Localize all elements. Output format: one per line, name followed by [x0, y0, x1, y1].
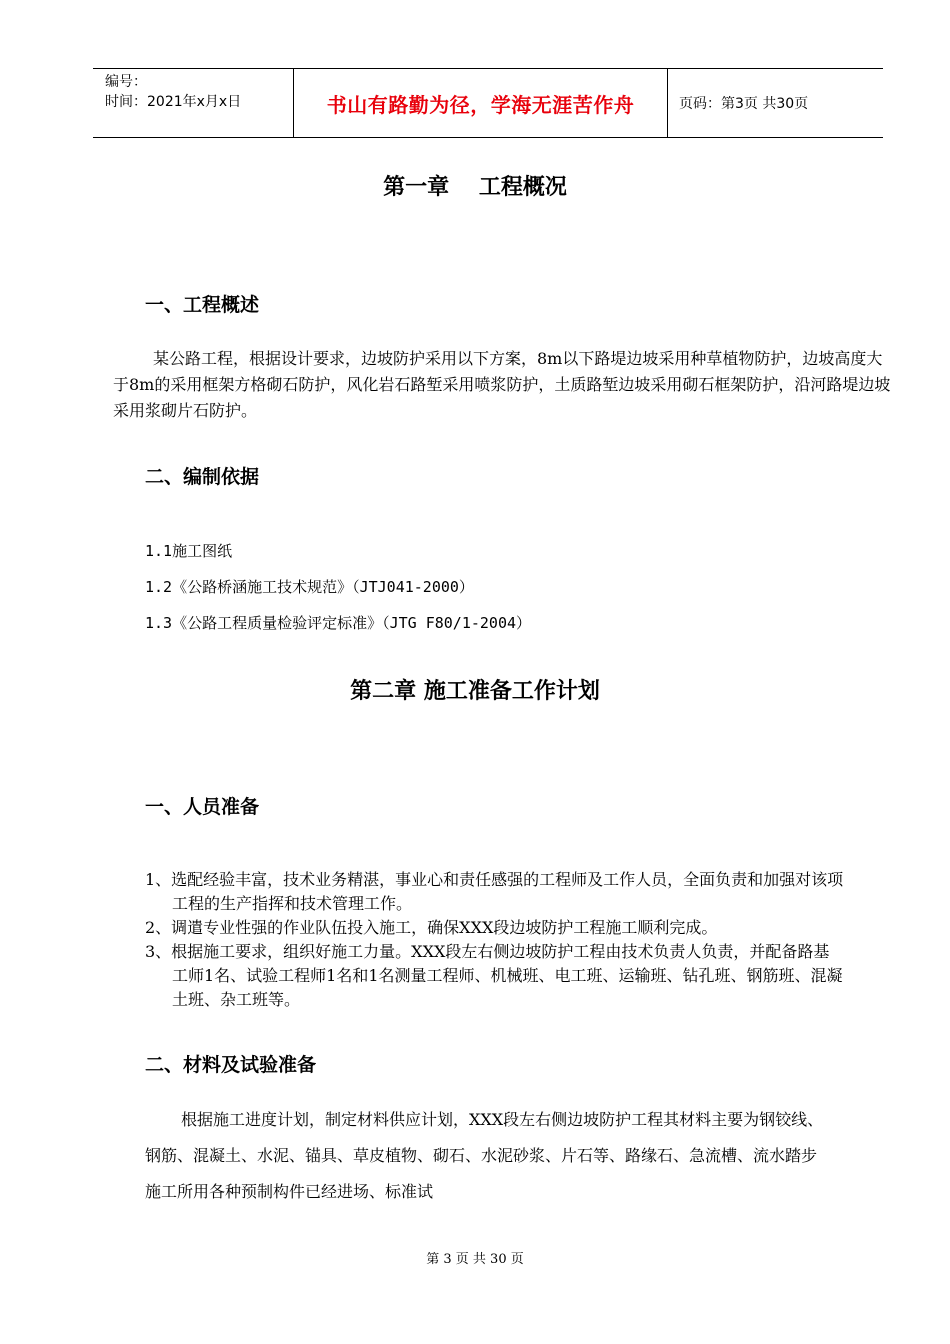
personnel-list [145, 868, 845, 1012]
personnel-heading: 一、人员准备 [145, 796, 260, 818]
header-meta [93, 69, 294, 137]
basis-item: 1.1施工图纸 [145, 542, 233, 560]
page-header [93, 68, 883, 138]
overview-heading: 一、工程概述 [145, 294, 260, 316]
page-footer: 第 3 页 共 30 页 [426, 1252, 524, 1267]
time-label: 时间：2021年x月x日 [105, 94, 242, 110]
basis-item: 1.2《公路桥涵施工技术规范》（JTJ041-2000） [145, 578, 474, 596]
number-label: 编号： [105, 74, 147, 90]
chapter2-title: 第二章 施工准备工作计划 [350, 679, 600, 704]
chapter1-title: 第一章 工程概况 [383, 175, 567, 200]
overview-paragraph: 某公路工程，根据设计要求，边坡防护采用以下方案，8m以下路堤边坡采用种草植物防护，边坡高度大于8m的采用框架方格砌石防护，风化岩石路堑采用喷浆防护，土质路堑边坡采用砌石框架防护，沿河路堤边坡采用浆砌片石防护。 [113, 349, 891, 420]
header-motto: 书山有路勤为径，学海无涯苦作舟 [294, 69, 668, 137]
material-heading: 二、材料及试验准备 [145, 1054, 317, 1076]
basis-heading: 二、编制依据 [145, 466, 260, 488]
list-item: 2、调遣专业性强的作业队伍投入施工，确保XXX段边坡防护工程施工顺利完成。 [145, 918, 718, 937]
material-paragraph: 根据施工进度计划，制定材料供应计划，XXX段左右侧边坡防护工程其材料主要为钢铰线、钢筋、混凝土、水泥、锚具、草皮植物、砌石、水泥砂浆、片石等、路缘石、急流槽、流水踏步施工所用各种预制构件已经进场、标准试 [145, 1110, 824, 1201]
header-page-label: 页码：第3页 共30页 [679, 96, 809, 112]
basis-item: 1.3《公路工程质量检验评定标准》（JTG F80/1-2004） [145, 614, 532, 632]
list-item: 3、根据施工要求，组织好施工力量。XXX段左右侧边坡防护工程由技术负责人负责，并配备路基工师1名、试验工程师1名和1名测量工程师、机械班、电工班、运输班、钻孔班、钢筋班、混凝土班、杂工班等。 [145, 942, 843, 1009]
list-item: 1、选配经验丰富，技术业务精湛，事业心和责任感强的工程师及工作人员，全面负责和加强对该项工程的生产指挥和技术管理工作。 [145, 870, 844, 913]
